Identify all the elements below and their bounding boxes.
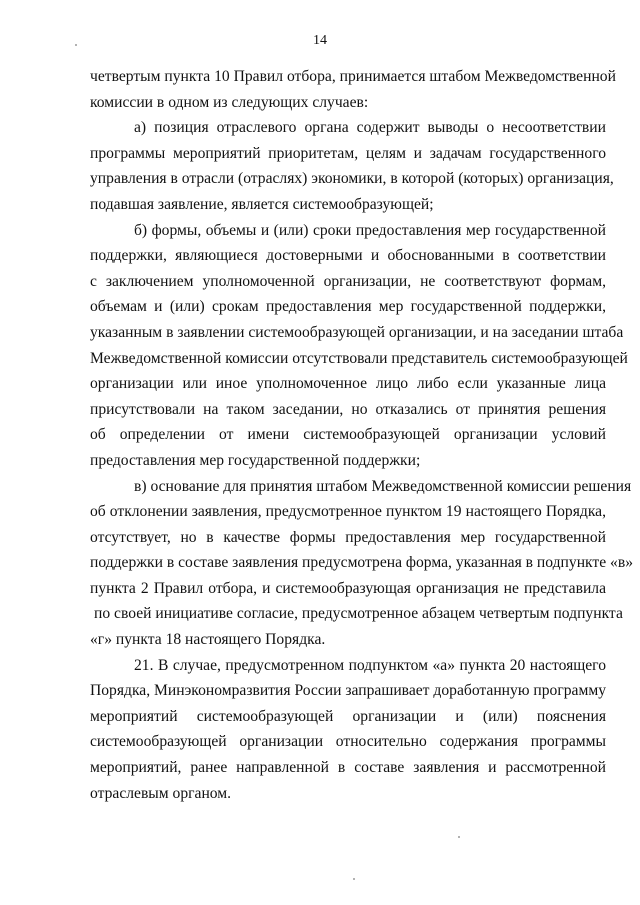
text-line: программы мероприятий приоритетам, целям и задачам государственного [90,144,606,162]
scan-speck [75,44,77,46]
text-line: об отклонении заявления, предусмотренное пунктом 19 настоящего Порядка, [90,503,606,521]
scan-speck [353,878,355,880]
text-line: организации или иное уполномоченное лицо либо если указанные лица [90,375,606,393]
text-line: системообразующей организации относительно содержания программы [90,733,606,751]
text-line: по своей инициативе согласие, предусмотренное абзацем четвертым подпункта [94,605,623,623]
text-line: в) основание для принятия штабом Межведомственной комиссии решения [134,477,632,495]
text-line: пункта 2 Правил отбора, и системообразующая организация не представила [90,579,606,597]
text-line: мероприятий, ранее направленной в составе заявления и рассмотренной [90,759,606,777]
text-line: поддержки, являющиеся достоверными и обоснованными в соответствии [90,247,606,265]
text-line: об определении от имени системообразующей организации условий [90,426,606,444]
text-line: а) позиция отраслевого органа содержит выводы о несоответствии [134,119,606,137]
scan-speck [458,836,460,838]
text-line: поддержки в составе заявления предусмотрена форма, указанная в подпункте «в» [90,554,634,572]
text-line: предоставления мер государственной поддержки; [90,451,421,469]
page-number: 14 [313,33,327,48]
text-line: Межведомственной комиссии отсутствовали представитель системообразующей [90,349,628,367]
document-body [90,64,634,806]
text-line: Порядка, Минэкономразвития России запрашивает доработанную программу [90,682,606,700]
text-line: указанным в заявлении системообразующей организации, и на заседании штаба [90,323,624,341]
text-line: с заключением уполномоченной организации, не соответствуют формам, [90,272,606,290]
text-line: б) формы, объемы и (или) сроки предоставления мер государственной [134,221,606,239]
text-line: отсутствует, но в качестве формы предоставления мер государственной [90,528,606,546]
text-line: мероприятий системообразующей организации и (или) пояснения [90,707,606,725]
text-line: подавшая заявление, является системообразующей; [90,195,434,213]
text-line: комиссии в одном из следующих случаев: [90,93,369,111]
text-line: присутствовали на таком заседании, но отказались от принятия решения [90,400,606,418]
text-line: «г» пункта 18 настоящего Порядка. [90,631,326,649]
text-line: объемам и (или) срокам предоставления мер государственной поддержки, [90,298,606,316]
text-line: управления в отрасли (отраслях) экономики, в которой (которых) организация, [90,170,614,188]
text-line: четвертым пункта 10 Правил отбора, принимается штабом Межведомственной [90,68,616,85]
text-line: отраслевым органом. [90,784,232,802]
text-line: 21. В случае, предусмотренном подпунктом «а» пункта 20 настоящего [134,656,606,674]
